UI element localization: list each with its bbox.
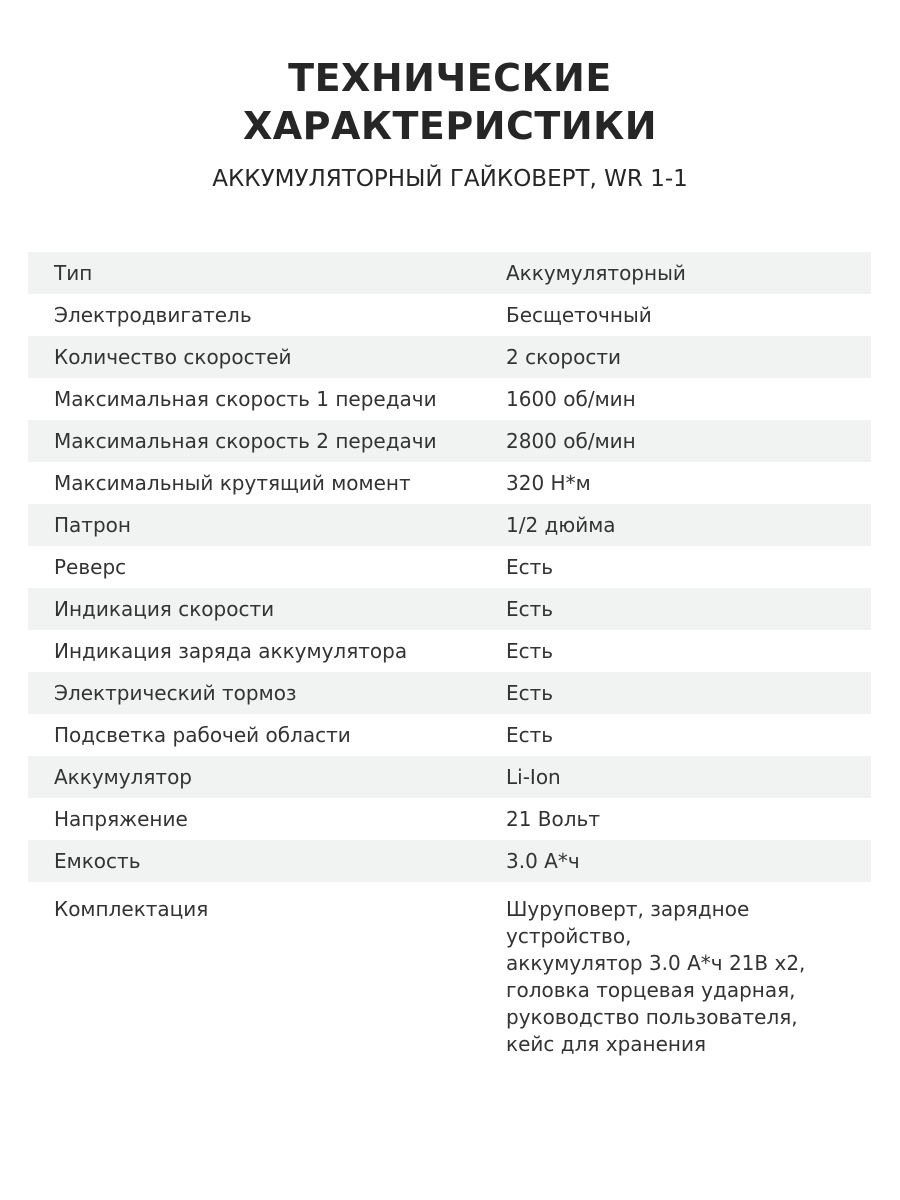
spec-label: Электродвигатель xyxy=(54,303,252,327)
kit-line: руководство пользователя, xyxy=(506,1005,798,1029)
spec-value: Есть xyxy=(506,639,554,663)
page-title-line-2: ХАРАКТЕРИСТИКИ xyxy=(242,104,658,148)
spec-label: Емкость xyxy=(54,849,141,873)
spec-label: Подсветка рабочей области xyxy=(54,723,351,747)
spec-label: Максимальный крутящий момент xyxy=(54,471,411,495)
spec-row-capacity xyxy=(28,840,871,882)
spec-row-reverse xyxy=(28,546,871,588)
spec-row-charge-indicator xyxy=(28,630,871,672)
kit-line: головка торцевая ударная, xyxy=(506,978,796,1002)
spec-value-kit xyxy=(478,896,871,1058)
spec-label: Комплектация xyxy=(54,897,209,921)
spec-value: Есть xyxy=(506,555,554,579)
spec-row-chuck xyxy=(28,504,871,546)
spec-table xyxy=(28,252,871,1058)
page-subtitle: АККУМУЛЯТОРНЫЙ ГАЙКОВЕРТ, WR 1-1 xyxy=(212,166,688,192)
spec-row-brake xyxy=(28,672,871,714)
spec-row-motor xyxy=(28,294,871,336)
spec-value: Есть xyxy=(506,723,554,747)
spec-row-work-light xyxy=(28,714,871,756)
spec-label: Электрический тормоз xyxy=(54,681,297,705)
spec-value: Аккумуляторный xyxy=(506,261,686,285)
spec-label: Максимальная скорость 1 передачи xyxy=(54,387,437,411)
spec-label: Максимальная скорость 2 передачи xyxy=(54,429,437,453)
spec-row-voltage xyxy=(28,798,871,840)
spec-row-torque xyxy=(28,462,871,504)
kit-line: кейс для хранения xyxy=(506,1032,707,1056)
spec-label: Аккумулятор xyxy=(54,765,192,789)
spec-label: Патрон xyxy=(54,513,131,537)
spec-row-battery xyxy=(28,756,871,798)
spec-label: Напряжение xyxy=(54,807,188,831)
spec-value: 2 скорости xyxy=(506,345,621,369)
spec-value: Бесщеточный xyxy=(506,303,652,327)
spec-label: Индикация скорости xyxy=(54,597,275,621)
spec-label: Количество скоростей xyxy=(54,345,292,369)
spec-row-speeds xyxy=(28,336,871,378)
spec-value: 1600 об/мин xyxy=(506,387,636,411)
spec-row-speed-2 xyxy=(28,420,871,462)
spec-value: Li-Ion xyxy=(506,765,561,789)
spec-label: Тип xyxy=(54,261,93,285)
spec-value: 21 Вольт xyxy=(506,807,600,831)
kit-line: Шуруповерт, зарядное устройство, xyxy=(506,897,750,948)
spec-row-speed-1 xyxy=(28,378,871,420)
spec-value: 2800 об/мин xyxy=(506,429,636,453)
kit-line: аккумулятор 3.0 А*ч 21В х2, xyxy=(506,951,806,975)
spec-value: 3.0 А*ч xyxy=(506,849,580,873)
spec-label: Реверс xyxy=(54,555,127,579)
spec-value: 320 Н*м xyxy=(506,471,591,495)
spec-value: Есть xyxy=(506,597,554,621)
spec-row-speed-indicator xyxy=(28,588,871,630)
spec-row-type xyxy=(28,252,871,294)
spec-row-kit xyxy=(28,882,871,1058)
page-title-line-1: ТЕХНИЧЕСКИЕ xyxy=(288,56,612,100)
spec-label: Индикация заряда аккумулятора xyxy=(54,639,408,663)
spec-value: Есть xyxy=(506,681,554,705)
spec-value: 1/2 дюйма xyxy=(506,513,616,537)
page-title xyxy=(0,54,900,150)
